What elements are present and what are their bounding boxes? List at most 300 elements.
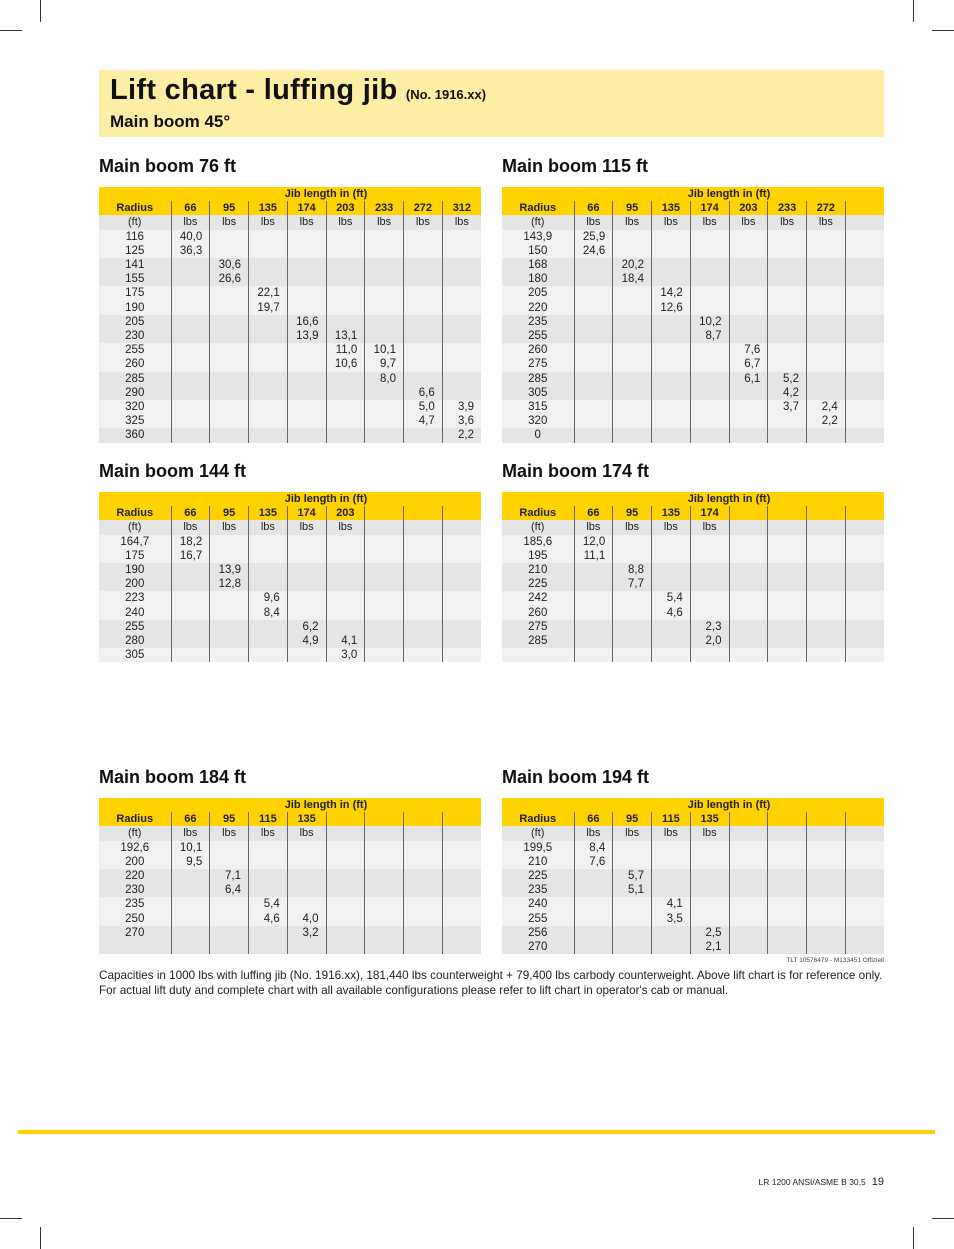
capacity-cell [249, 329, 288, 343]
capacity-cell [768, 841, 807, 855]
capacity-cell [574, 897, 613, 911]
capacity-cell [690, 244, 729, 258]
section-main-boom-115 [502, 157, 884, 443]
table-row [99, 926, 481, 940]
capacity-cell [690, 272, 729, 286]
capacity-cell [365, 414, 404, 428]
capacity-cell [652, 372, 691, 386]
capacity-cell: 10,1 [171, 841, 210, 855]
capacity-cell [729, 428, 768, 442]
capacity-cell [326, 535, 365, 549]
capacity-cell [613, 926, 652, 940]
radius-unit: (ft) [502, 826, 574, 840]
capacity-cell [845, 428, 884, 442]
capacity-cell: 13,9 [287, 329, 326, 343]
capacity-cell: 7,6 [574, 855, 613, 869]
table-row [502, 286, 884, 300]
capacity-cell [442, 386, 481, 400]
radius-cell: 195 [502, 549, 574, 563]
radius-cell: 225 [502, 869, 574, 883]
jib-length-header [768, 506, 807, 520]
capacity-cell: 2,1 [690, 940, 729, 954]
capacity-cell [613, 301, 652, 315]
capacity-cell [326, 869, 365, 883]
jib-length-header: 233 [365, 201, 404, 215]
capacity-cell: 26,6 [210, 272, 249, 286]
capacity-cell [690, 258, 729, 272]
capacity-cell [807, 272, 846, 286]
capacity-cell [768, 414, 807, 428]
table-row [99, 258, 481, 272]
capacity-cell [845, 855, 884, 869]
capacity-cell [613, 428, 652, 442]
capacity-cell [404, 869, 443, 883]
capacity-cell [652, 400, 691, 414]
capacity-cell [365, 897, 404, 911]
capacity-cell [613, 620, 652, 634]
capacity-cell [404, 315, 443, 329]
capacity-cell [574, 428, 613, 442]
radius-cell: 220 [502, 301, 574, 315]
capacity-cell [326, 230, 365, 244]
jib-length-header [729, 506, 768, 520]
table-row [99, 286, 481, 300]
capacity-cell [442, 841, 481, 855]
capacity-cell: 5,2 [768, 372, 807, 386]
radius-unit: (ft) [502, 520, 574, 534]
table-heading: Main boom 194 ft [502, 767, 650, 787]
capacity-cell [690, 591, 729, 605]
unit-cell: lbs [287, 215, 326, 229]
table-row [99, 940, 481, 954]
capacity-cell [326, 386, 365, 400]
jib-length-header: 66 [171, 201, 210, 215]
unit-row [99, 520, 481, 534]
capacity-cell [807, 634, 846, 648]
header-blank [99, 187, 171, 201]
capacity-cell [729, 591, 768, 605]
table-row [502, 272, 884, 286]
capacity-cell [729, 940, 768, 954]
unit-cell: lbs [574, 520, 613, 534]
capacity-cell [171, 563, 210, 577]
capacity-cell [807, 841, 846, 855]
capacity-cell [652, 634, 691, 648]
capacity-cell [442, 926, 481, 940]
capacity-cell [404, 926, 443, 940]
jib-length-header [768, 812, 807, 826]
capacity-cell: 12,8 [210, 577, 249, 591]
radius-cell: 270 [502, 940, 574, 954]
capacity-cell [365, 606, 404, 620]
unit-cell: lbs [210, 215, 249, 229]
capacity-cell [845, 883, 884, 897]
capacity-cell [249, 230, 288, 244]
table-row [99, 563, 481, 577]
capacity-cell [845, 897, 884, 911]
capacity-cell [171, 414, 210, 428]
capacity-cell [326, 563, 365, 577]
capacity-cell [365, 428, 404, 442]
radius-cell: 210 [502, 855, 574, 869]
capacity-cell [845, 648, 884, 662]
radius-header: Radius [99, 201, 171, 215]
capacity-cell [652, 244, 691, 258]
tlt-reference: TLT 10576479 - M133451 Offiziell [786, 957, 884, 964]
table-row [502, 926, 884, 940]
capacity-cell [613, 591, 652, 605]
capacity-cell: 14,2 [652, 286, 691, 300]
title-text: Lift chart - luffing jib [110, 74, 398, 106]
capacity-cell [690, 855, 729, 869]
capacity-cell [365, 563, 404, 577]
unit-cell: lbs [249, 826, 288, 840]
page-title [110, 74, 486, 107]
capacity-cell [404, 343, 443, 357]
capacity-cell [729, 244, 768, 258]
capacity-cell [210, 535, 249, 549]
capacity-cell [287, 841, 326, 855]
capacity-cell [171, 883, 210, 897]
section-main-boom-76 [99, 157, 481, 443]
capacity-cell: 2,4 [807, 400, 846, 414]
capacity-cell [807, 301, 846, 315]
capacity-cell: 8,0 [365, 372, 404, 386]
capacity-cell [442, 940, 481, 954]
capacity-cell [365, 286, 404, 300]
capacity-cell [404, 606, 443, 620]
table-row [99, 897, 481, 911]
capacity-cell [210, 855, 249, 869]
capacity-cell: 16,7 [171, 549, 210, 563]
capacity-cell [287, 606, 326, 620]
capacity-cell [690, 357, 729, 371]
capacity-cell [768, 912, 807, 926]
capacity-cell [365, 329, 404, 343]
jib-length-header: 95 [210, 201, 249, 215]
capacity-cell: 8,4 [249, 606, 288, 620]
capacity-cell [210, 428, 249, 442]
capacity-cell [574, 620, 613, 634]
capacity-cell [171, 357, 210, 371]
table-row [502, 841, 884, 855]
jib-length-header: 66 [574, 812, 613, 826]
capacity-cell: 9,7 [365, 357, 404, 371]
capacity-cell [249, 372, 288, 386]
capacity-cell: 6,1 [729, 372, 768, 386]
capacity-cell: 4,9 [287, 634, 326, 648]
capacity-cell: 4,1 [326, 634, 365, 648]
capacity-cell [210, 606, 249, 620]
capacity-cell [210, 591, 249, 605]
radius-cell: 255 [99, 620, 171, 634]
radius-cell: 255 [502, 912, 574, 926]
capacity-cell [404, 883, 443, 897]
jib-length-header: 312 [442, 201, 481, 215]
capacity-cell [249, 244, 288, 258]
table-row [502, 883, 884, 897]
table-row [502, 648, 884, 662]
capacity-cell [365, 841, 404, 855]
capacity-cell [574, 563, 613, 577]
capacity-cell [613, 648, 652, 662]
capacity-cell [287, 414, 326, 428]
capacity-cell [729, 926, 768, 940]
capacity-cell: 36,3 [171, 244, 210, 258]
unit-cell: lbs [690, 215, 729, 229]
capacity-cell [807, 315, 846, 329]
table-row [99, 591, 481, 605]
jib-length-header: 135 [690, 812, 729, 826]
capacity-cell [442, 357, 481, 371]
table-row [502, 940, 884, 954]
capacity-cell [365, 869, 404, 883]
unit-cell: lbs [613, 826, 652, 840]
table-row [502, 563, 884, 577]
table-row [99, 343, 481, 357]
capacity-cell [404, 577, 443, 591]
radius-cell: 175 [99, 549, 171, 563]
capacity-cell [845, 329, 884, 343]
table-row [502, 343, 884, 357]
capacity-cell [249, 549, 288, 563]
capacity-cell [326, 549, 365, 563]
capacity-cell [574, 869, 613, 883]
capacity-cell [768, 329, 807, 343]
capacity-cell [807, 343, 846, 357]
capacity-cell [287, 286, 326, 300]
capacity-cell [845, 286, 884, 300]
header-blank [502, 492, 574, 506]
unit-cell [845, 826, 884, 840]
radius-header: Radius [99, 812, 171, 826]
capacity-cell [365, 926, 404, 940]
capacity-cell [807, 883, 846, 897]
capacity-cell [574, 591, 613, 605]
capacity-cell [442, 577, 481, 591]
capacity-cell [210, 343, 249, 357]
capacity-cell [652, 855, 691, 869]
capacity-cell [326, 926, 365, 940]
section-main-boom-194 [502, 768, 884, 954]
radius-header: Radius [502, 506, 574, 520]
capacity-cell [404, 535, 443, 549]
capacity-cell [574, 940, 613, 954]
radius-cell: 225 [502, 577, 574, 591]
capacity-cell: 4,6 [249, 912, 288, 926]
capacity-cell [171, 634, 210, 648]
jib-length-header: 135 [249, 506, 288, 520]
capacity-cell [171, 428, 210, 442]
capacity-cell: 9,6 [249, 591, 288, 605]
radius-cell: 0 [502, 428, 574, 442]
capacity-cell: 5,1 [613, 883, 652, 897]
capacity-cell [326, 372, 365, 386]
capacity-cell [287, 897, 326, 911]
radius-cell: 270 [99, 926, 171, 940]
capacity-cell [652, 883, 691, 897]
radius-cell: 141 [99, 258, 171, 272]
jib-length-header [845, 201, 884, 215]
capacity-cell [729, 400, 768, 414]
capacity-cell [574, 606, 613, 620]
table-row [502, 535, 884, 549]
capacity-cell: 10,6 [326, 357, 365, 371]
jib-length-label: Jib length in (ft) [171, 492, 481, 506]
capacity-cell [845, 343, 884, 357]
capacity-cell [613, 897, 652, 911]
capacity-cell [326, 272, 365, 286]
capacity-cell [249, 869, 288, 883]
radius-cell [99, 940, 171, 954]
capacity-cell: 4,7 [404, 414, 443, 428]
capacity-cell [326, 301, 365, 315]
unit-cell [404, 826, 443, 840]
jib-length-header: 174 [690, 506, 729, 520]
table-heading: Main boom 76 ft [99, 156, 237, 176]
unit-cell: lbs [171, 826, 210, 840]
jib-length-header: 95 [210, 506, 249, 520]
capacity-cell [768, 620, 807, 634]
capacity-cell [287, 343, 326, 357]
radius-cell: 256 [502, 926, 574, 940]
capacity-cell [365, 315, 404, 329]
capacity-cell [690, 912, 729, 926]
jib-length-header [845, 506, 884, 520]
capacity-cell [613, 343, 652, 357]
table-row [502, 357, 884, 371]
jib-length-header: 272 [404, 201, 443, 215]
capacity-cell [442, 301, 481, 315]
capacity-cell [404, 563, 443, 577]
crop-mark [0, 30, 22, 31]
capacity-cell [613, 386, 652, 400]
capacity-cell [210, 386, 249, 400]
capacity-cell [652, 940, 691, 954]
jib-length-header [729, 812, 768, 826]
capacity-cell [171, 286, 210, 300]
jib-length-header: 115 [652, 812, 691, 826]
capacity-cell [326, 897, 365, 911]
capacity-cell [845, 940, 884, 954]
capacity-cell [768, 428, 807, 442]
radius-unit: (ft) [99, 520, 171, 534]
capacity-cell: 4,2 [768, 386, 807, 400]
unit-cell: lbs [365, 215, 404, 229]
capacity-cell [729, 535, 768, 549]
capacity-cell [404, 591, 443, 605]
capacity-cell [845, 301, 884, 315]
radius-cell: 200 [99, 855, 171, 869]
capacity-cell [690, 301, 729, 315]
radius-cell: 250 [99, 912, 171, 926]
jib-length-row [99, 187, 481, 201]
capacity-cell [768, 535, 807, 549]
capacity-cell [845, 606, 884, 620]
capacity-cell [210, 357, 249, 371]
capacity-cell [442, 244, 481, 258]
radius-cell: 315 [502, 400, 574, 414]
capacity-cell [690, 535, 729, 549]
capacity-cell [404, 620, 443, 634]
capacity-cell [326, 244, 365, 258]
unit-cell: lbs [287, 826, 326, 840]
doc-id: LR 1200 ANSI/ASME B 30.5 [758, 1177, 866, 1187]
capacity-cell [729, 855, 768, 869]
table-row [99, 535, 481, 549]
capacity-cell [326, 400, 365, 414]
capacity-cell: 4,6 [652, 606, 691, 620]
capacity-cell [574, 577, 613, 591]
capacity-cell [768, 357, 807, 371]
capacity-cell [574, 912, 613, 926]
table-row [99, 648, 481, 662]
capacity-cell [210, 414, 249, 428]
radius-cell: 360 [99, 428, 171, 442]
unit-row [99, 826, 481, 840]
capacity-cell [442, 286, 481, 300]
lift-table [99, 492, 481, 662]
jib-length-header: 174 [287, 506, 326, 520]
capacity-cell [249, 400, 288, 414]
radius-cell: 235 [502, 883, 574, 897]
capacity-cell [807, 244, 846, 258]
capacity-cell [845, 357, 884, 371]
capacity-cell: 6,2 [287, 620, 326, 634]
capacity-cell [807, 648, 846, 662]
radius-unit: (ft) [99, 215, 171, 229]
capacity-cell [845, 244, 884, 258]
jib-length-header: 203 [326, 201, 365, 215]
capacity-cell [249, 841, 288, 855]
capacity-cell [249, 855, 288, 869]
table-row [502, 230, 884, 244]
radius-header: Radius [502, 201, 574, 215]
unit-cell [365, 520, 404, 534]
capacity-cell [210, 549, 249, 563]
table-row [99, 869, 481, 883]
capacity-cell [365, 648, 404, 662]
capacity-cell [365, 386, 404, 400]
capacity-cell [768, 634, 807, 648]
capacity-cell [768, 648, 807, 662]
radius-cell: 125 [99, 244, 171, 258]
capacity-cell [249, 634, 288, 648]
capacity-cell [613, 286, 652, 300]
capacity-cell [845, 577, 884, 591]
capacity-cell: 3,6 [442, 414, 481, 428]
header-blank [502, 798, 574, 812]
capacity-cell [442, 606, 481, 620]
capacity-cell [807, 372, 846, 386]
capacity-cell [287, 386, 326, 400]
capacity-cell: 10,2 [690, 315, 729, 329]
capacity-cell [807, 591, 846, 605]
capacity-cell [807, 926, 846, 940]
capacity-cell [249, 926, 288, 940]
radius-cell: 325 [99, 414, 171, 428]
capacity-cell [652, 230, 691, 244]
column-header-row [99, 812, 481, 826]
capacity-cell [210, 400, 249, 414]
unit-cell: lbs [287, 520, 326, 534]
capacity-cell: 19,7 [249, 301, 288, 315]
table-row [99, 372, 481, 386]
table-row [502, 869, 884, 883]
table-row [502, 414, 884, 428]
capacity-cell [287, 577, 326, 591]
jib-length-row [502, 798, 884, 812]
